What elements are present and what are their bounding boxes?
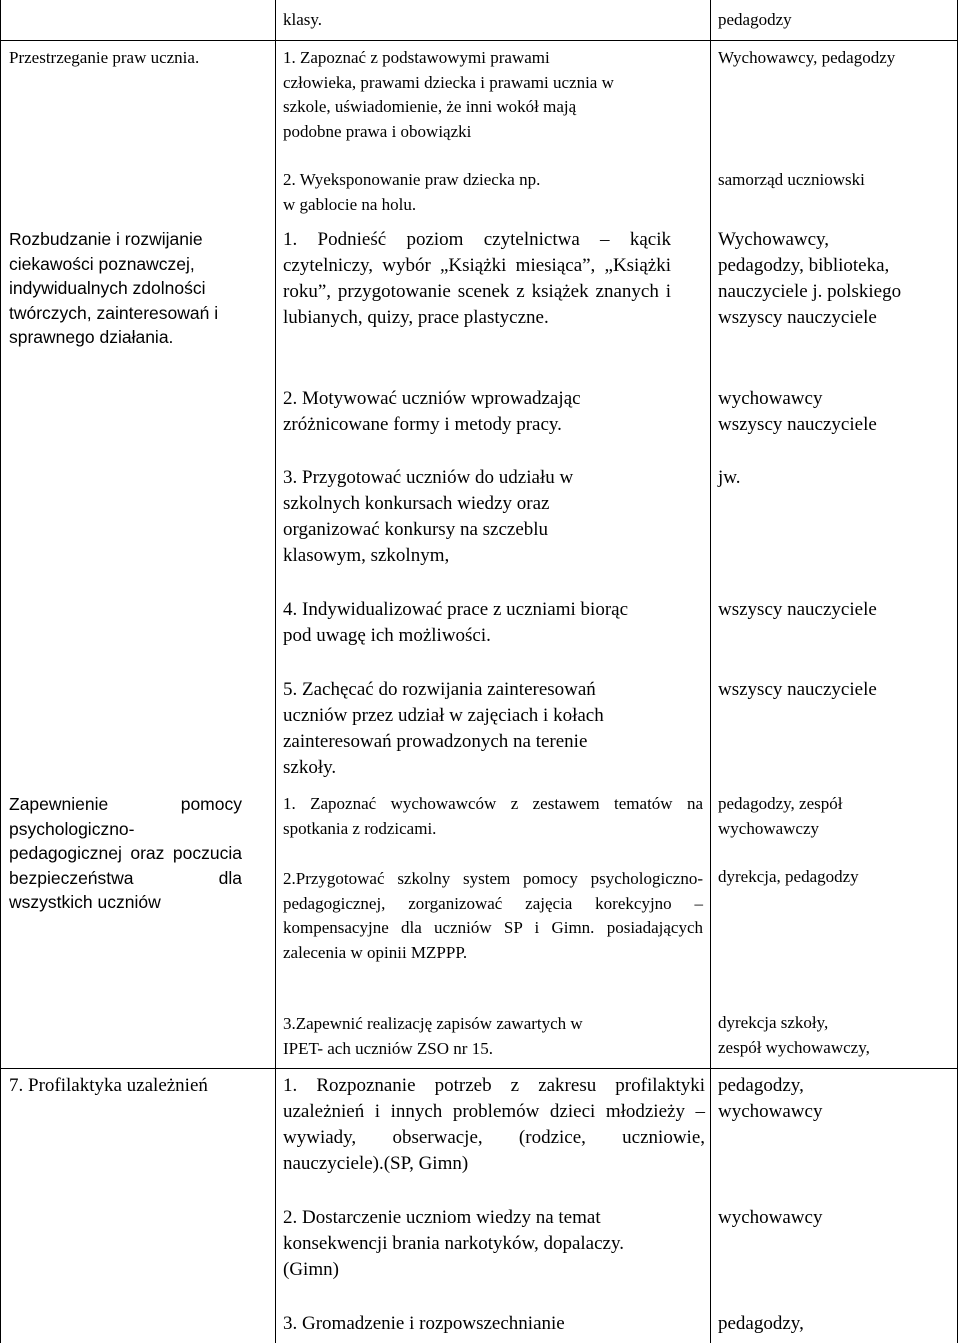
table-row-divider	[0, 40, 958, 41]
table-cell-responsible: pedagodzy, wychowawcy	[718, 1075, 823, 1122]
table-cell-responsible: dyrekcja szkoły, zespół wychowawczy,	[718, 1013, 870, 1057]
table-cell-topic: Rozbudzanie i rozwijanie ciekawości poznawczej, indywidualnych zdolności twórczych, zainteresowań i sprawnego działania.	[9, 229, 219, 347]
table-cell-task: 1. Podnieść poziom czytelnictwa – kącik czytelniczy, wybór „Książki miesiąca”, „Książki roku”, przygotowanie scenek z książek znanych i lubianych, quizy, prace plastyczne.	[283, 229, 671, 328]
table-cell-responsible: pedagodzy	[718, 10, 792, 29]
table-cell-responsible: wszyscy nauczyciele	[718, 599, 877, 620]
table-column-divider	[710, 0, 711, 1343]
table-cell-task: 2. Dostarczenie uczniom wiedzy na temat konsekwencji brania narkotyków, dopalaczy. (Gimn)	[283, 1207, 624, 1280]
table-cell-responsible: Wychowawcy, pedagodzy, biblioteka, nauczyciele j. polskiego wszyscy nauczyciele	[718, 229, 902, 328]
table-cell-responsible: pedagodzy,	[718, 1313, 804, 1334]
table-cell-responsible: wychowawcy wszyscy nauczyciele	[718, 388, 877, 435]
table-cell-responsible: dyrekcja, pedagodzy	[718, 867, 859, 886]
table-cell-responsible: wszyscy nauczyciele	[718, 679, 877, 700]
table-cell-topic: Przestrzeganie praw ucznia.	[9, 48, 200, 67]
table-border-left	[0, 0, 1, 1343]
table-cell-task: 1. Zapoznać wychowawców z zestawem tematów na spotkania z rodzicami.	[283, 794, 703, 838]
table-cell-responsible: Wychowawcy, pedagodzy	[718, 48, 896, 67]
table-cell-task: 2.Przygotować szkolny system pomocy psychologiczno-pedagogicznej, zorganizować zajęcia korekcyjno – kompensacyjne dla uczniów SP i Gimn. posiadających zalecenia w opinii MZPPP.	[283, 869, 703, 962]
table-cell-task: 4. Indywidualizować prace z uczniami biorąc pod uwagę ich możliwości.	[283, 599, 629, 646]
table-cell-task: 2. Motywować uczniów wprowadzając zróżnicowane formy i metody pracy.	[283, 388, 581, 435]
table-cell-task: klasy.	[283, 10, 323, 29]
table-cell-responsible: wychowawcy	[718, 1207, 823, 1228]
table-cell-task: 5. Zachęcać do rozwijania zainteresowań uczniów przez udział w zajęciach i kołach zainteresowań prowadzonych na terenie szkoły.	[283, 679, 604, 778]
table-cell-task: 1. Rozpoznanie potrzeb z zakresu profilaktyki uzależnień i innych problemów dzieci młodzieży – wywiady, obserwacje, (rodzice, uczniowie, nauczyciele).(SP, Gimn)	[283, 1075, 705, 1174]
table-cell-responsible: jw.	[718, 467, 741, 488]
table-cell-task: 3.Zapewnić realizację zapisów zawartych w IPET- ach uczniów ZSO nr 15.	[283, 1014, 583, 1058]
table-cell-responsible: pedagodzy, zespół wychowawczy	[718, 794, 843, 838]
table-cell-task: 1. Zapoznać z podstawowymi prawami człowieka, prawami dziecka i prawami ucznia w szkole, uświadomienie, że inni wokół mają podobne prawa i obowiązki	[283, 48, 614, 141]
table-border-right	[957, 0, 958, 1343]
table-row-divider	[0, 1068, 958, 1069]
table-cell-task: 2. Wyeksponowanie praw dziecka np. w gablocie na holu.	[283, 170, 541, 214]
table-cell-task: 3. Gromadzenie i rozpowszechnianie	[283, 1313, 565, 1334]
table-column-divider	[275, 0, 276, 1343]
table-cell-responsible: samorząd uczniowski	[718, 170, 865, 189]
table-cell-task: 3. Przygotować uczniów do udziału w szkolnych konkursach wiedzy oraz organizować konkursy na szczeblu klasowym, szkolnym,	[283, 467, 574, 566]
table-cell-topic: Zapewnienie pomocy psychologiczno-pedagogicznej oraz poczucia bezpieczeństwa dla wszystkich uczniów	[9, 794, 242, 912]
table-cell-topic: 7. Profilaktyka uzależnień	[9, 1075, 208, 1096]
